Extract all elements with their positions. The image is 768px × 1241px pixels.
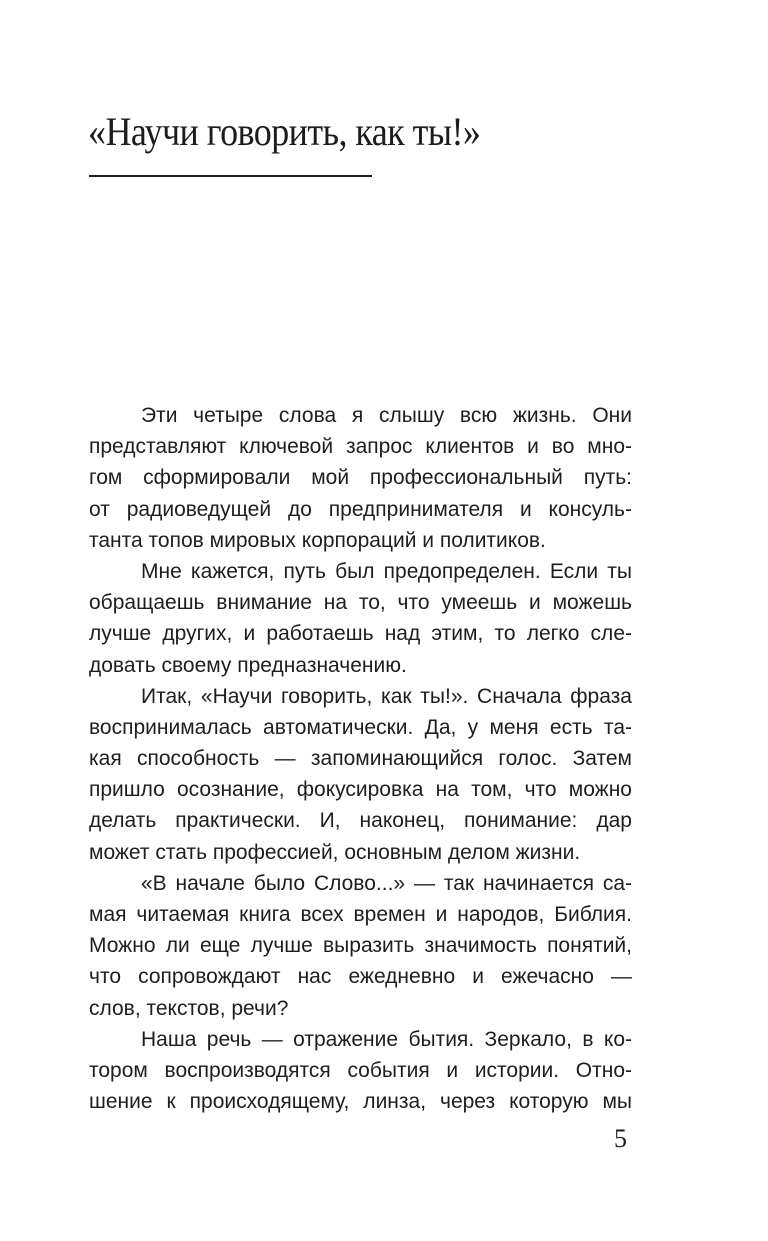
paragraph-5 [89, 1024, 632, 1118]
text-line: мая читаемая книга всех времен и народов, Библия. [89, 903, 632, 926]
paragraph-4 [89, 868, 632, 1024]
text-line: делать практически. И, наконец, понимание: дар [89, 809, 632, 833]
text-line: Наша речь — отражение бытия. Зеркало, в ко- [141, 1027, 632, 1051]
text-line: тором воспроизводятся события и истории. Отно- [89, 1058, 632, 1082]
text-line: обращаешь внимание на то, что умеешь и можешь [89, 591, 632, 615]
text-line: лучше других, и работаешь над этим, то легко сле- [89, 622, 632, 646]
text-line: воспринималась автоматически. Да, у меня есть та- [89, 715, 632, 739]
text-line: пришло осознание, фокусировка на том, что можно [89, 778, 632, 802]
text-line: может стать профессией, основным делом жизни. [89, 840, 581, 864]
text-line: от радиоведущей до предпринимателя и консуль- [89, 497, 632, 521]
paragraph-2 [89, 556, 632, 681]
text-line: представляют ключевой запрос клиентов и во мно- [89, 435, 632, 459]
title-underline-rule [89, 175, 372, 177]
text-line: танта топов мировых корпораций и политиков. [89, 528, 546, 552]
text-line: шение к происходящему, линза, через которую мы [89, 1090, 632, 1114]
text-line: довать своему предназначению. [89, 653, 407, 677]
text-line: Эти четыре слова я слышу всю жизнь. Они [141, 404, 632, 427]
text-line: «В начале было Слово...» — так начинается са- [141, 871, 632, 895]
paragraph-3 [89, 681, 632, 868]
text-line: слов, текстов, речи? [89, 996, 289, 1020]
paragraph-1 [89, 400, 632, 556]
page-number: 5 [614, 1124, 627, 1153]
chapter-title: «Научи говорить, как ты!» [88, 109, 481, 154]
text-line: гом сформировали мой профессиональный путь: [89, 466, 632, 490]
body-text [89, 400, 632, 1117]
text-line: Мне кажется, путь был предопределен. Если ты [141, 559, 632, 583]
text-line: Итак, «Научи говорить, как ты!». Сначала фраза [141, 684, 632, 708]
text-line: что сопровождают нас ежедневно и ежечасно — [89, 965, 632, 989]
text-line: Можно ли еще лучше выразить значимость понятий, [89, 934, 632, 958]
text-line: кая способность — запоминающийся голос. Затем [89, 747, 632, 771]
